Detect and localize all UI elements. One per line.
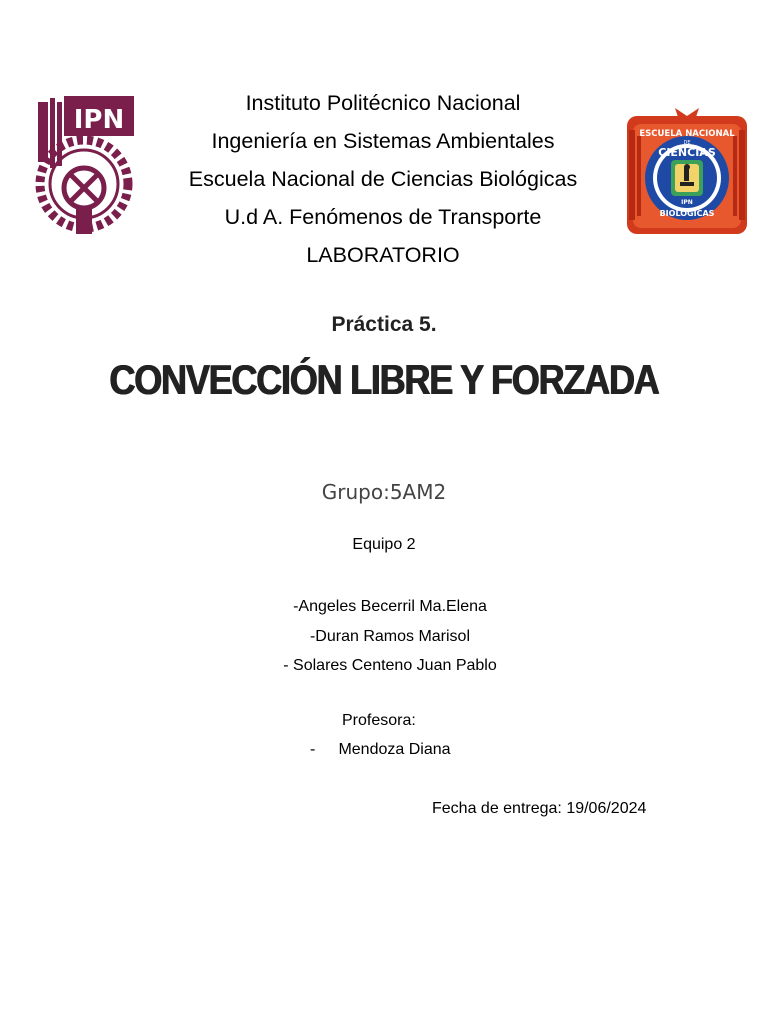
team-member: -Angeles Becerril Ma.Elena: [293, 598, 487, 615]
team-member: -Duran Ramos Marisol: [309, 627, 471, 645]
encb-logo-de-text: DE: [683, 140, 691, 146]
professor-label: Profesora:: [342, 712, 416, 729]
header-lab: LABORATORIO: [306, 243, 460, 267]
encb-logo-ciencias-text: CIENCIAS: [658, 146, 716, 159]
team-member: - Solares Centeno Juan Pablo: [283, 657, 497, 674]
delivery-date: Fecha de entrega: 19/06/2024: [432, 800, 647, 817]
document-title: CONVECCIÓN LIBRE Y FORZADA: [109, 356, 659, 403]
team-label: Equipo 2: [352, 536, 416, 553]
header-program: Ingeniería en Sistemas Ambientales: [211, 129, 555, 153]
encb-logo-top-text: ESCUELA NACIONAL: [639, 129, 735, 139]
team-members-list: [250, 592, 530, 681]
group-label: Grupo:5AM2: [321, 480, 447, 504]
encb-logo-icon: [625, 106, 749, 238]
professor-name: Mendoza Diana: [338, 741, 451, 758]
ipn-logo-icon: [30, 96, 138, 242]
encb-logo-bio-text: BIOLÓGICAS: [659, 209, 715, 218]
professor-entry: [310, 741, 451, 759]
encb-logo-ipn-text: IPN: [681, 199, 693, 206]
header-school: Escuela Nacional de Ciencias Biológicas: [188, 167, 578, 191]
institution-header: [150, 84, 616, 274]
practice-number: Práctica 5.: [331, 313, 437, 336]
ipn-logo-text: IPN: [73, 105, 125, 135]
header-course: U.d A. Fenómenos de Transporte: [224, 205, 542, 229]
professor-bullet: -: [310, 741, 316, 758]
header-institute: Instituto Politécnico Nacional: [245, 91, 521, 115]
